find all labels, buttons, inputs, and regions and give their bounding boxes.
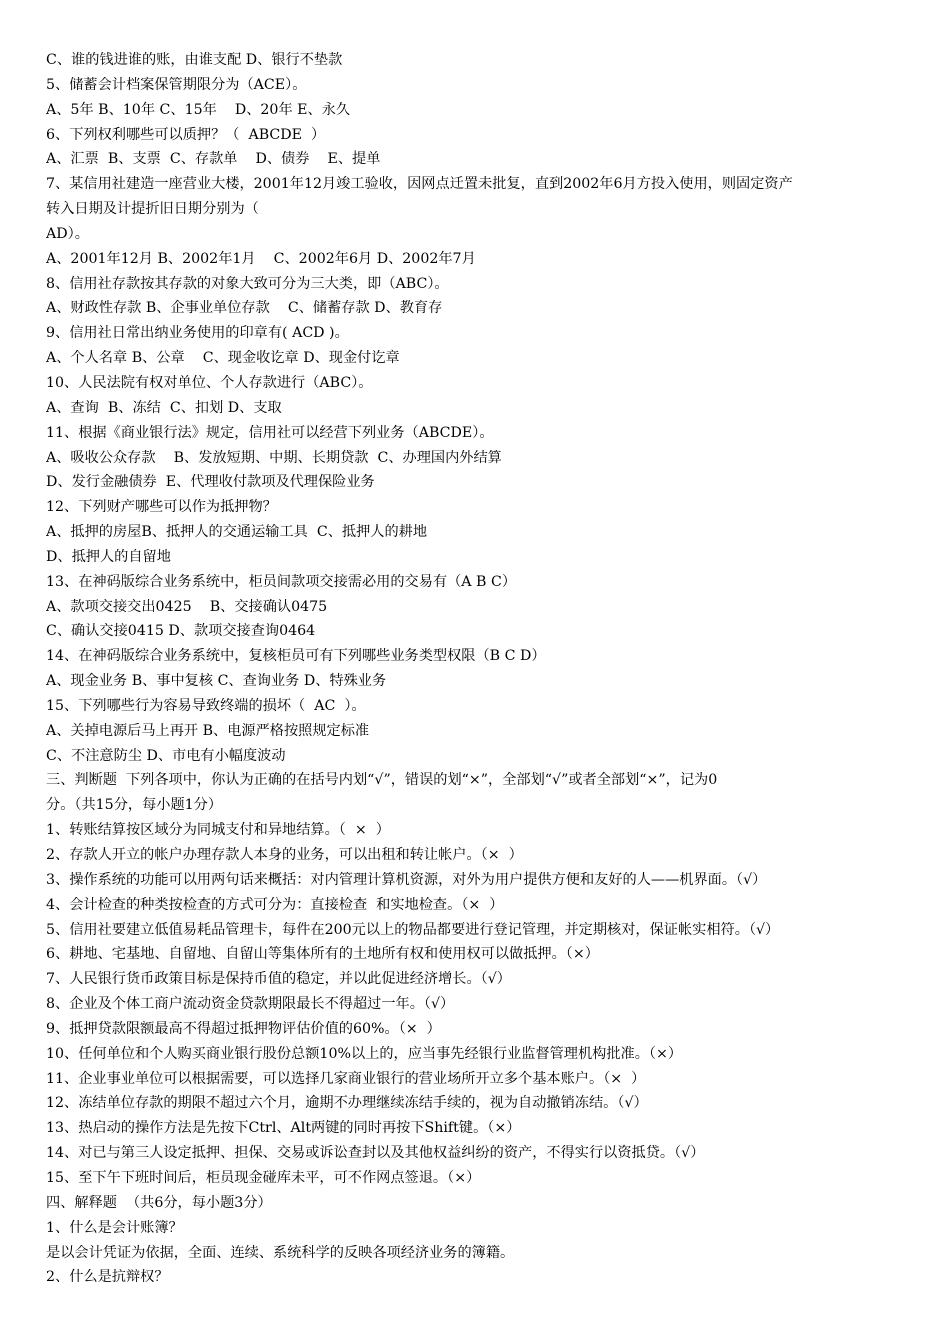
text-line: 是以会计凭证为依据，全面、连续、系统科学的反映各项经济业务的簿籍。 (46, 1244, 515, 1261)
text-line: A、查询 B、冻结 C、扣划 D、支取 (46, 399, 282, 416)
text-line: 15、至下午下班时间后，柜员现金碰库未平，可不作网点签退。（×） (46, 1169, 481, 1186)
text-line: 14、对已与第三人设定抵押、担保、交易或诉讼查封以及其他权益纠纷的资产，不得实行以资抵贷。（√） (46, 1145, 705, 1162)
text-line: 4、会计检查的种类按检查的方式可分为：直接检查 和实地检查。（× ） (46, 896, 504, 913)
text-line: 1、什么是会计账簿？ (46, 1219, 183, 1236)
text-line: A、款项交接交出0425 B、交接确认0475 (46, 598, 328, 615)
text-line: 2、什么是抗辩权？ (46, 1269, 169, 1286)
text-line: A、抵押的房屋B、抵押人的交通运输工具 C、抵押人的耕地 (46, 524, 428, 541)
text-line: 10、人民法院有权对单位、个人存款进行（ABC）。 (46, 374, 373, 391)
text-line: A、汇票 B、支票 C、存款单 D、债券 E、提单 (46, 151, 381, 168)
text-line: 分。（共15分，每小题1分） (46, 797, 223, 814)
text-line: 12、下列财产哪些可以作为抵押物？ (46, 499, 277, 516)
text-line: 5、信用社要建立低值易耗品管理卡，每件在200元以上的物品都要进行登记管理，并定期核对，保证帐实相符。（√） (46, 921, 780, 938)
text-line: 14、在神码版综合业务系统中，复核柜员可有下列哪些业务类型权限（B C D） (46, 648, 546, 665)
text-line: 3、操作系统的功能可以用两句话来概括：对内管理计算机资源，对外为用户提供方便和友好的人——机界面。（√） (46, 871, 767, 888)
text-line: 11、根据《商业银行法》规定，信用社可以经营下列业务（ABCDE）。 (46, 424, 494, 441)
text-line: 6、下列权利哪些可以质押？（ ABCDE ） (46, 126, 326, 143)
text-line: C、确认交接0415 D、款项交接查询0464 (46, 623, 316, 640)
text-line: A、2001年12月 B、2002年1月 C、2002年6月 D、2002年7月 (46, 250, 476, 267)
text-line: 7、人民银行货币政策目标是保持币值的稳定，并以此促进经济增长。（√） (46, 971, 511, 988)
text-line: 8、企业及个体工商户流动资金贷款期限最长不得超过一年。（√） (46, 996, 455, 1013)
text-line: 四、解释题 （共6分，每小题3分） (46, 1194, 272, 1211)
text-line: 13、热启动的操作方法是先按下Ctrl、Alt两键的同时再按下Shift键。（×） (46, 1120, 521, 1137)
text-line: 5、储蓄会计档案保管期限分为（ACE）。 (46, 76, 307, 93)
text-line: A、关掉电源后马上再开 B、电源严格按照规定标准 (46, 722, 370, 739)
text-line: D、抵押人的自留地 (46, 548, 171, 565)
text-line: 转入日期及计提折旧日期分别为（ (46, 201, 259, 218)
text-line: A、现金业务 B、事中复核 C、查询业务 D、特殊业务 (46, 673, 387, 690)
text-line: AD）。 (46, 225, 89, 242)
text-line: 9、信用社日常出纳业务使用的印章有( ACD )。 (46, 325, 349, 342)
text-line: A、财政性存款 B、企事业单位存款 C、储蓄存款 D、教育存 (46, 300, 443, 317)
text-line: 12、冻结单位存款的期限不超过六个月，逾期不办理继续冻结手续的，视为自动撤销冻结。（√） (46, 1095, 648, 1112)
text-line: C、不注意防尘 D、市电有小幅度波动 (46, 747, 286, 764)
text-line: 10、任何单位和个人购买商业银行股份总额10%以上的，应当事先经银行业监督管理机构批准。（×） (46, 1045, 683, 1062)
text-line: 7、某信用社建造一座营业大楼，2001年12月竣工验收，因网点迁置未批复，直到2002年6月方投入使用，则固定资产 (46, 176, 793, 193)
text-line: 2、存款人开立的帐户办理存款人本身的业务，可以出租和转让帐户。（× ） (46, 847, 523, 863)
text-line: D、发行金融债券 E、代理收付款项及代理保险业务 (46, 474, 375, 491)
text-line: 9、抵押贷款限额最高不得超过抵押物评估价值的60%。（× ） (46, 1020, 441, 1037)
text-line: A、个人名章 B、公章 C、现金收讫章 D、现金付讫章 (46, 350, 400, 367)
text-line: 1、转账结算按区域分为同城支付和异地结算。（ × ） (46, 822, 390, 839)
text-line: C、谁的钱进谁的账，由谁支配 D、银行不垫款 (46, 52, 343, 68)
text-line: 13、在神码版综合业务系统中，柜员间款项交接需必用的交易有（A B C） (46, 573, 517, 590)
text-line: 三、判断题 下列各项中，你认为正确的在括号内划“√”，错误的划“×”，全部划“√”或者全部划“×”，记为0 (46, 772, 718, 789)
text-line: 11、企业事业单位可以根据需要，可以选择几家商业银行的营业场所开立多个基本账户。（× ） (46, 1070, 646, 1087)
text-line: 8、信用社存款按其存款的对象大致可分为三大类，即（ABC）。 (46, 275, 449, 292)
text-line: 15、下列哪些行为容易导致终端的损坏（ AC ）。 (46, 697, 366, 714)
text-line: 6、耕地、宅基地、自留地、自留山等集体所有的土地所有权和使用权可以做抵押。（×） (46, 946, 599, 963)
text-line: A、5年 B、10年 C、15年 D、20年 E、永久 (46, 101, 351, 118)
text-line: A、吸收公众存款 B、发放短期、中期、长期贷款 C、办理国内外结算 (46, 449, 502, 466)
